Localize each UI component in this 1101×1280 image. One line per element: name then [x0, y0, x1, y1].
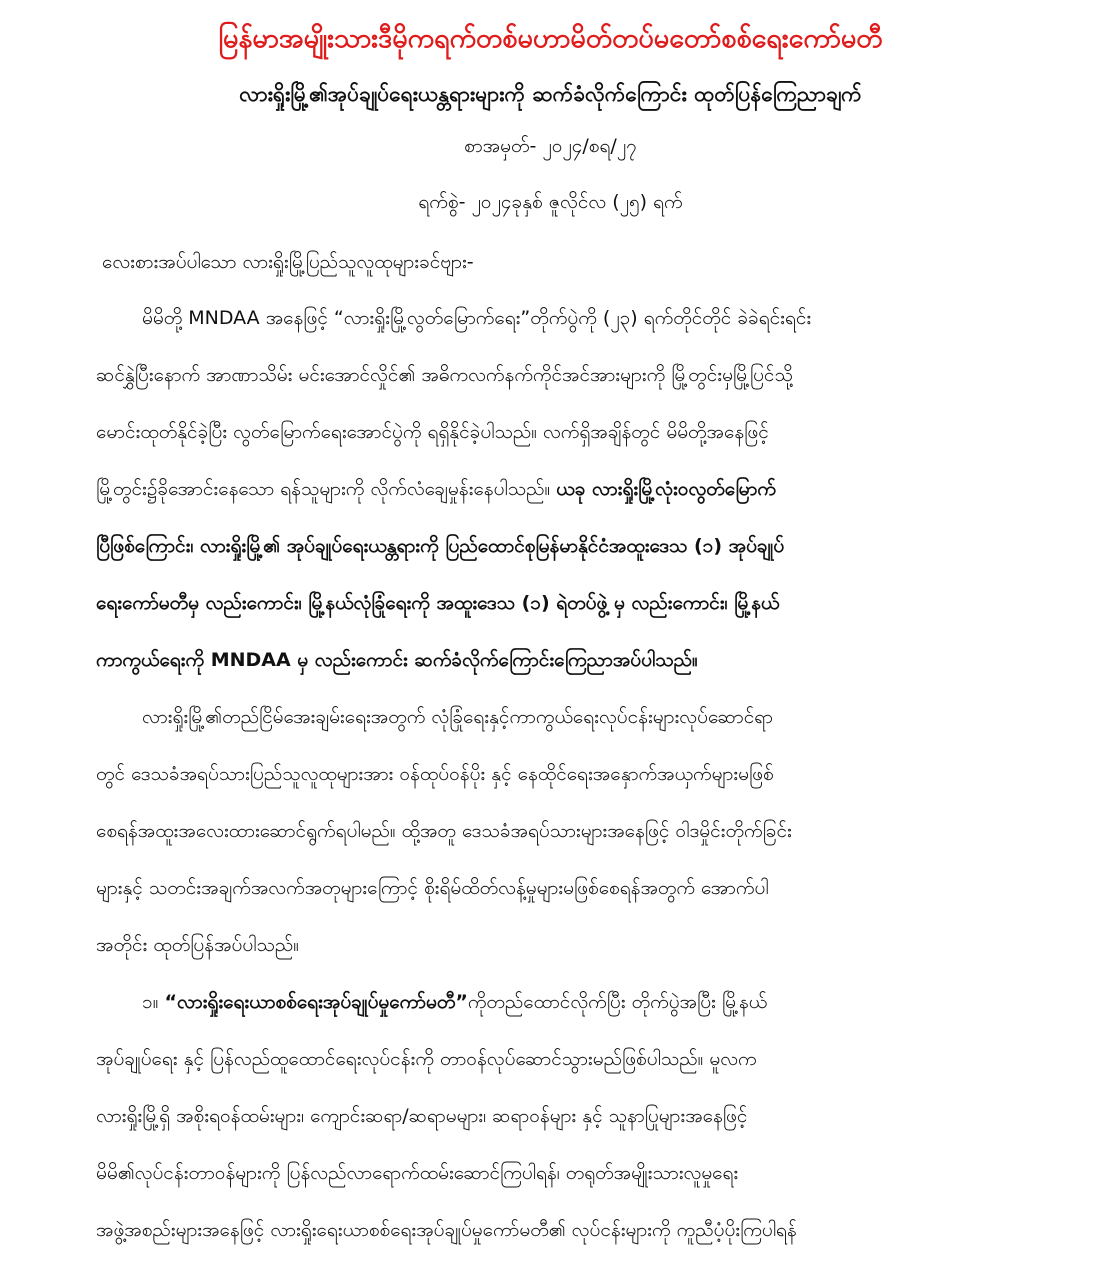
- committee-name: “လားရှိုးရေးယာစစ်ရေးအုပ်ချုပ်မှုကော်မတီ”: [164, 991, 468, 1013]
- paragraph-line: ဆင်နွှဲပြီးနောက် အာဏာသိမ်း မင်းအောင်လှိုင်၏ အဓိကလက်နက်ကိုင်အင်အားများကို မြို့တွင်းမှမြို့ပြင်သို့: [96, 364, 793, 386]
- line-text: မြို့တွင်း၌ခိုအောင်းနေသော ရန်သူများကို လိုက်လံချေမှုန်းနေပါသည်။: [96, 478, 557, 500]
- paragraph-line: များနှင့် သတင်းအချက်အလက်အတုများကြောင့် စိုးရိမ်ထိတ်လန့်မှုများမဖြစ်စေရန်အတွက် အောက်ပါ: [96, 877, 769, 899]
- paragraph-liberation: [96, 290, 1005, 689]
- paragraph-line: လားရှိုးမြို့၏တည်ငြိမ်အေးချမ်းရေးအတွက် လုံခြုံရေးနှင့်ကာကွယ်ရေးလုပ်ငန်းများလုပ်ဆောင်ရာ: [142, 706, 773, 728]
- paragraph-item-1: [96, 974, 1005, 1259]
- paragraph-line: မိမိတို့ MNDAA အနေဖြင့် “လားရှိုးမြို့လွတ်မြောက်ရေး”တိုက်ပွဲကို (၂၃) ရက်တိုင်တိုင် ခဲခဲရင်းရင်း: [142, 307, 812, 329]
- paragraph-line: အုပ်ချုပ်ရေး နှင့် ပြန်လည်ထူထောင်ရေးလုပ်ငန်းကို တာဝန်လုပ်ဆောင်သွားမည်ဖြစ်ပါသည်။ မူလက: [96, 1048, 757, 1070]
- paragraph-line: ရေးကော်မတီမှ လည်းကောင်း၊ မြို့နယ်လုံခြုံရေးကို အထူးဒေသ (၁) ရဲတပ်ဖွဲ့ မှ လည်းကောင်း၊ မြို့နယ်: [96, 592, 780, 614]
- paragraph-line: [96, 461, 1005, 518]
- reference-number: စာအမှတ်- ၂၀၂၄/စရ/၂၇: [464, 135, 637, 157]
- paragraph-line: ကာကွယ်ရေးကို MNDAA မှ လည်းကောင်း ဆက်ခံလိုက်ကြောင်းကြေညာအပ်ပါသည်။: [96, 649, 698, 671]
- line-bold-text: ယခု လားရှိုးမြို့လုံးဝလွတ်မြောက်: [556, 478, 776, 500]
- paragraph-stability: [96, 689, 1005, 974]
- announcement-subject: လားရှိုးမြို့၏အုပ်ချုပ်ရေးယန္တရားများကို ဆက်ခံလိုက်ကြောင်း ထုတ်ပြန်ကြေညာချက်: [239, 82, 862, 106]
- paragraph-line: စေရန်အထူးအလေးထားဆောင်ရွက်ရပါမည်။ ထို့အတူ ဒေသခံအရပ်သားများအနေဖြင့် ဝါဒမှိုင်းတိုက်ခြင်း: [96, 820, 792, 842]
- paragraph-line: တွင် ဒေသခံအရပ်သားပြည်သူလူထုများအား ဝန်ထုပ်ဝန်ပိုး နှင့် နေထိုင်ရေးအနှောက်အယှက်များမဖြစ်: [96, 763, 774, 785]
- organization-title: မြန်မာအမျိုးသားဒီမိုကရက်တစ်မဟာမိတ်တပ်မတော်စစ်ရေးကော်မတီ: [218, 23, 883, 54]
- paragraph-line: မောင်းထုတ်နိုင်ခဲ့ပြီး လွတ်မြောက်ရေးအောင်ပွဲကို ရရှိနိုင်ခဲ့ပါသည်။ လက်ရှိအချိန်တွင် မိမိတို့အနေဖြင့်: [96, 421, 769, 443]
- document-date: ရက်စွဲ- ၂၀၂၄ခုနှစ် ဇူလိုင်လ (၂၅) ရက်: [418, 191, 683, 213]
- paragraph-line: အဖွဲ့အစည်းများအနေဖြင့် လားရှိုးရေးယာစစ်ရေးအုပ်ချုပ်မှုကော်မတီ၏ လုပ်ငန်းများကို ကူညီပံ့ပိုးကြပါရန်: [96, 1219, 797, 1241]
- paragraph-line: ပြီဖြစ်ကြောင်း၊ လားရှိုးမြို့၏ အုပ်ချုပ်ရေးယန္တရားကို ပြည်ထောင်စုမြန်မာနိုင်ငံအထူးဒေသ (၁) အုပ်ချုပ်: [96, 535, 785, 557]
- salutation: လေးစားအပ်ပါသော လားရှိုးမြို့ပြည်သူလူထုများခင်ဗျား-: [102, 251, 474, 273]
- item-number: ၁။: [142, 991, 165, 1013]
- paragraph-line: လားရှိုးမြို့ရှိ အစိုးရဝန်ထမ်းများ၊ ကျောင်းဆရာ/ဆရာမများ၊ ဆရာဝန်များ နှင့် သူနာပြုများအနေဖြင့်: [96, 1105, 748, 1127]
- line-text: ကိုတည်ထောင်လိုက်ပြီး တိုက်ပွဲအပြီး မြို့နယ်: [467, 991, 768, 1013]
- paragraph-line: မိမိ၏လုပ်ငန်းတာဝန်များကို ပြန်လည်လာရောက်ထမ်းဆောင်ကြပါရန်၊ တရုတ်အမျိုးသားလူမှုရေး: [96, 1162, 739, 1184]
- paragraph-line: [96, 974, 1005, 1031]
- paragraph-line: အတိုင်း ထုတ်ပြန်အပ်ပါသည်။: [96, 934, 299, 956]
